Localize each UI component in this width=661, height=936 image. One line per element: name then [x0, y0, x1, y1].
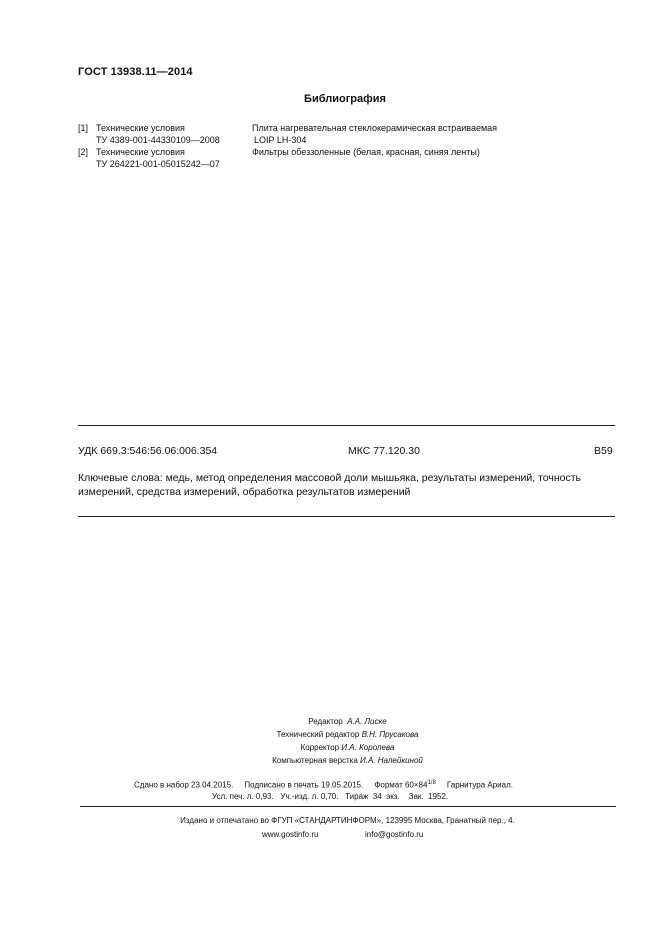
classification-code: В59: [594, 445, 613, 457]
print-format: Формат 60×84: [374, 780, 428, 790]
credit-corrector-name: И.А. Королева: [341, 743, 395, 752]
keywords-label: Ключевые слова:: [78, 472, 163, 484]
credit-tech-editor: [0, 729, 661, 740]
publisher-line: Издано и отпечатано во ФГУП «СТАНДАРТИНФОРМ», 123995 Москва, Гранатный пер., 4.: [180, 816, 515, 825]
divider-top: [78, 425, 615, 426]
credit-tech-editor-role: Технический редактор: [276, 730, 360, 739]
udk-code: УДК 669.3:546:56.06:006.354: [78, 445, 218, 457]
bib-entry-2-ref-type: Технические условия: [96, 147, 185, 157]
bib-entry-2-reference: [96, 146, 220, 170]
bib-entry-2-description: [252, 146, 480, 158]
keywords-text: медь, метод определения массовой доли мышьяка, результаты измерений, точность измерений, средства измерений, обработка результатов измерений: [78, 472, 582, 498]
divider-publisher: [80, 806, 616, 807]
credit-layout-name: И.А. Налейкиной: [360, 756, 423, 765]
bib-entry-1-desc-line2: LOIP LH-304: [254, 135, 307, 145]
credit-editor: [0, 716, 661, 727]
bib-entry-1-number: [1]: [78, 123, 89, 133]
print-info-line2: Усл. печ. л. 0,93. Уч.-изд. л. 0,70. Тираж 34 экз. Зак. 1952.: [212, 792, 449, 801]
bib-entry-2-ref-code: ТУ 264221-001-05015242—07: [96, 159, 220, 169]
bib-entry-1-ref-code: ТУ 4389-001-44330109—2008: [96, 135, 220, 145]
bib-entry-1-desc-line1: Плита нагревательная стеклокерамическая встраиваемая: [252, 123, 498, 133]
document-code: ГОСТ 13938.11—2014: [78, 66, 193, 78]
credit-editor-name: А.А. Лиске: [347, 717, 387, 726]
divider-keywords: [78, 516, 615, 517]
keywords-block: [78, 471, 618, 499]
bibliography-title: Библиография: [304, 93, 386, 105]
credit-corrector-role: Корректор: [300, 743, 340, 752]
publisher-email-link[interactable]: info@gostinfo.ru: [365, 830, 424, 839]
print-format-fraction: 1/8: [427, 780, 436, 786]
credit-layout: [0, 755, 661, 766]
print-typeface: Гарнитура Ариал.: [446, 780, 513, 790]
credit-layout-role: Компьютерная верстка: [272, 756, 358, 765]
bib-entry-2-number: [2]: [78, 147, 89, 157]
credit-tech-editor-name: В.Н. Прусакова: [361, 730, 419, 739]
print-sign-date: Подписано в печать 19.05.2015.: [244, 780, 364, 790]
credit-corrector: [0, 742, 661, 753]
print-info-line1: [134, 780, 513, 790]
bib-entry-1-ref-type: Технические условия: [96, 123, 185, 133]
print-set-date: Сдано в набор 23.04.2015.: [134, 780, 234, 790]
bib-entry-2-desc-line1: Фильтры обеззоленные (белая, красная, синяя ленты): [252, 147, 480, 157]
bib-entry-1-description: [252, 122, 497, 146]
mks-code: МКС 77.120.30: [348, 445, 420, 457]
bib-entry-1-reference: [96, 122, 220, 146]
credit-editor-role: Редактор: [308, 717, 343, 726]
publisher-website-link[interactable]: www.gostinfo.ru: [262, 830, 319, 839]
